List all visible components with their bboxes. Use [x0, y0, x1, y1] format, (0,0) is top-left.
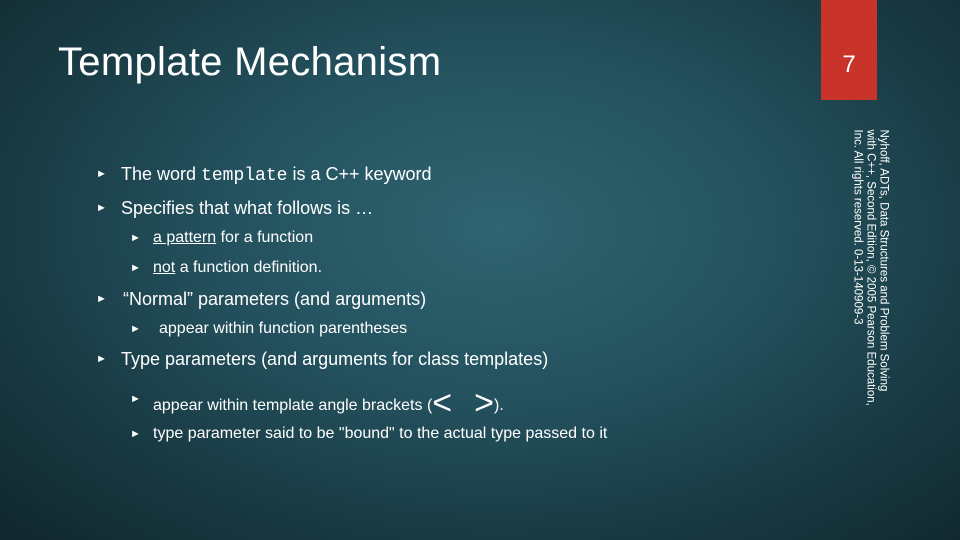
triangle-right-icon: ►	[96, 168, 107, 180]
not-text: not	[153, 259, 176, 276]
triangle-right-icon: ►	[96, 293, 107, 305]
greater-than-glyph: >	[474, 384, 494, 422]
page-number-tab	[821, 0, 877, 100]
triangle-right-icon: ►	[130, 262, 141, 274]
less-than-glyph: <	[432, 384, 453, 422]
slide-title: Template Mechanism	[58, 40, 442, 84]
triangle-right-icon: ►	[130, 428, 141, 440]
copyright-note: Nyhoff, ADTs, Data Structures and Problem Solving with C++, Second Edition, © 2005 Pearson Education, Inc. All rights reserved. 0-13-140909-3	[851, 129, 890, 406]
triangle-right-icon: ►	[96, 353, 107, 365]
triangle-right-icon: ►	[130, 393, 141, 405]
triangle-right-icon: ►	[130, 323, 141, 335]
page-number: 7	[842, 51, 856, 78]
pattern-text: a pattern	[153, 229, 217, 246]
triangle-right-icon: ►	[96, 202, 107, 214]
triangle-right-icon: ►	[130, 232, 141, 244]
keyword-code: template	[201, 166, 288, 186]
